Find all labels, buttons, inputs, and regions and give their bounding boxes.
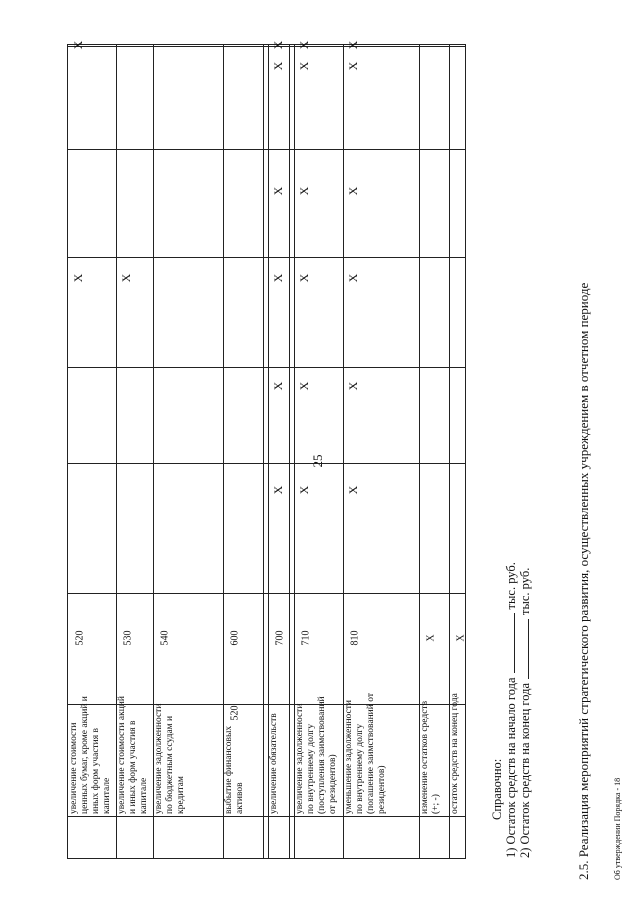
x-mark: X — [119, 273, 133, 283]
reference-end-blank — [518, 619, 529, 679]
reference-start-blank — [504, 613, 515, 673]
row-code: 520 — [74, 630, 86, 646]
row-label: уменьшение задолженности по внутреннему долгу (погашение заимствований от резидентов) — [344, 693, 387, 814]
x-mark: X — [297, 381, 311, 391]
row-code: X — [455, 634, 467, 642]
x-mark: X — [346, 61, 360, 71]
x-mark: X — [346, 273, 360, 283]
x-mark: X — [346, 485, 360, 495]
x-mark: X — [271, 40, 285, 50]
column-divider — [68, 367, 465, 368]
x-mark: X — [297, 485, 311, 495]
x-mark: X — [346, 381, 360, 391]
x-mark: X — [271, 273, 285, 283]
row-label: остаток средств на конец года — [450, 693, 460, 814]
footer-note: Об утверждении Порядка - 18 — [613, 777, 622, 880]
row-divider — [263, 45, 264, 858]
x-mark: X — [71, 40, 85, 50]
page-number: 25 — [310, 454, 325, 468]
reference-start-unit: тыс. руб. — [504, 562, 518, 610]
x-mark: X — [297, 61, 311, 71]
column-divider — [68, 149, 465, 150]
section-heading: 2.5. Реализация мероприятий стратегического развития, осуществленных учреждением в отчетном периоде — [576, 282, 591, 880]
row-code: 540 — [159, 630, 171, 646]
x-mark: X — [297, 273, 311, 283]
row-label: увеличение обязательств — [269, 713, 279, 814]
row-divider — [289, 45, 290, 858]
row-code: X — [425, 634, 437, 642]
row-label: увеличение задолженности по внутреннему долгу (поступления заимствований от резидентов) — [295, 696, 338, 814]
row-code: 600 — [229, 630, 241, 646]
column-divider — [68, 46, 465, 47]
row-label: выбытие финансовых активов — [224, 725, 245, 814]
row-code: 700 — [274, 630, 286, 646]
x-mark: X — [271, 381, 285, 391]
x-mark: X — [297, 186, 311, 196]
row-label: изменение остатков средств (+; -) — [420, 700, 441, 814]
x-mark: X — [346, 40, 360, 50]
x-mark: X — [271, 485, 285, 495]
reference-start-text: 1) Остаток средств на начало года — [504, 677, 518, 858]
row-label: увеличение задолженности по бюджетным ссудам и кредитам — [154, 703, 186, 814]
row-code: 810 — [349, 630, 361, 646]
column-divider — [68, 816, 465, 817]
row-label: увеличение стоимости акций и иных форм участия в капитале — [117, 696, 149, 814]
reference-line-end — [518, 568, 533, 858]
x-mark: X — [297, 40, 311, 50]
row-code: 710 — [300, 630, 312, 646]
row-code: 530 — [122, 630, 134, 646]
x-mark: X — [271, 186, 285, 196]
row-left-code: 520 — [229, 705, 241, 721]
reference-end-unit: тыс. руб. — [518, 567, 532, 615]
reference-line-start — [504, 562, 519, 858]
reference-title: Справочно: — [490, 758, 504, 820]
financial-table — [67, 40, 467, 859]
x-mark: X — [71, 273, 85, 283]
row-label: увеличение стоимости ценных бумаг, кроме акций и иных форм участия в капитале — [69, 696, 112, 814]
reference-end-text: 2) Остаток средств на конец года — [518, 683, 532, 858]
x-mark: X — [346, 186, 360, 196]
x-mark: X — [271, 61, 285, 71]
column-divider — [68, 463, 465, 464]
column-divider — [68, 257, 465, 258]
column-divider — [68, 593, 465, 594]
